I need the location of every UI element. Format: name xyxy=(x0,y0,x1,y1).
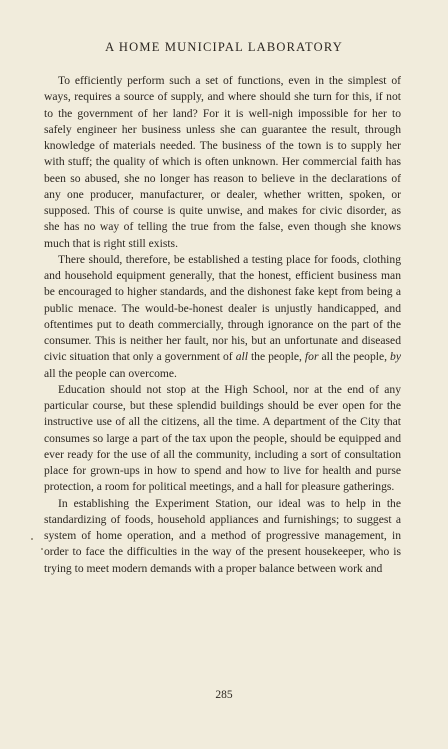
italic-word: by xyxy=(390,350,401,364)
paper-speck xyxy=(41,548,43,550)
paragraph: To efficiently perform such a set of functions, even in the simplest of ways, requires a source of supply, and where should she turn for this, if not to the government of her land? For it is well-nigh impossible for her to safely engineer her business unless she can guarantee the result, through knowledge of materials needed. The business of the town is to supply her with stuff; the quality of which is often unknown. Her commercial faith has been so abused, she no longer has reason to believe in the declarations of any one producer, manufacturer, or dealer, whether written, spoken, or supposed. This of course is quite unwise, and makes for civic disorder, as she has no way of telling the true from the false, even though she knows much that is right still exists. xyxy=(44,74,401,250)
paragraph xyxy=(44,252,401,382)
text-run: all the people can overcome. xyxy=(44,366,177,380)
body-text xyxy=(44,73,401,577)
page-number: 285 xyxy=(215,689,233,701)
paper-speck xyxy=(31,538,33,540)
italic-word: for xyxy=(304,350,319,364)
text-run: the people, xyxy=(247,350,305,364)
text-run: There should, therefore, be established a testing place for foods, clothing and household equipment generally, that the honest, efficient business man be encouraged to higher standards, and the dishonest fake kept from being a public menace. The would-be-honest dealer is unjustly handicapped, and oftentimes put to death commercially, through ignorance on the part of the consumer. This is neither her fault, nor his, but an unfortunate and diseased civic situation that only a government of xyxy=(44,252,401,364)
text-run: all the people, xyxy=(318,350,391,364)
paragraph: In establishing the Experiment Station, our ideal was to help in the standardizing of foods, household appliances and furnishings; to suggest a system of home operation, and a method of progressive management, in order to face the difficulties in the way of the present housekeeper, who is trying to meet modern demands with a proper balance between work and xyxy=(44,496,401,575)
running-head: A HOME MUNICIPAL LABORATORY xyxy=(105,40,343,54)
paragraph: Education should not stop at the High School, nor at the end of any particular course, but these splendid buildings should be ever open for the instructive use of all the citizens, all the time. A department of the City that consumes so large a part of the tax upon the people, should be equipped and ever ready for the use of all the community, including a sort of consultation place for grown-ups in how to spend and how to live for health and purse protection, a room for political meetings, and a hall for pleasure gatherings. xyxy=(44,382,401,494)
italic-word: all xyxy=(235,350,248,364)
